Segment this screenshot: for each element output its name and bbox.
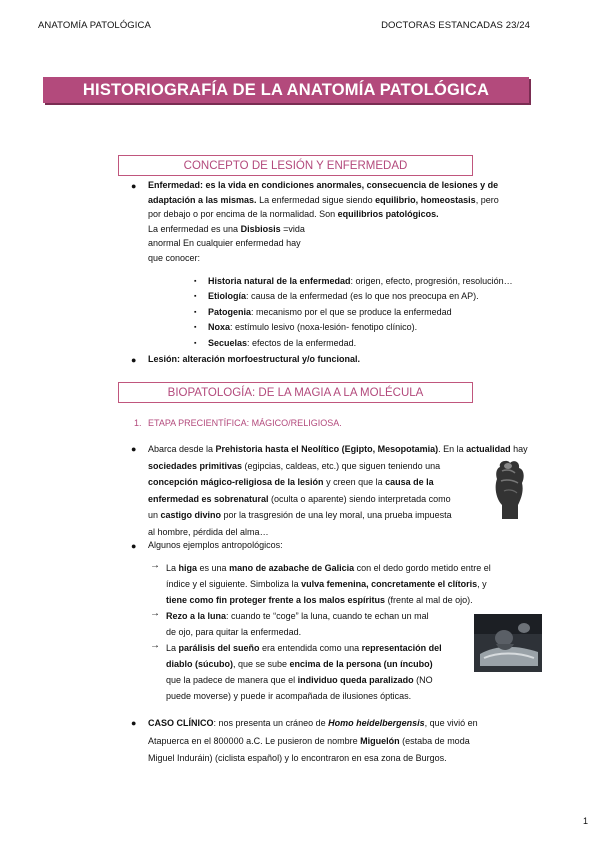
enum-number: 1. (134, 418, 142, 428)
square-bullet: ▪ (194, 278, 197, 285)
ejemplos-intro: Algunos ejemplos antropológicos: (148, 540, 283, 550)
square-bullet: ▪ (194, 293, 197, 300)
square-bullet: ▪ (194, 309, 197, 316)
list-item: Noxa: estímulo lesivo (noxa-lesión- fenotipo clínico). (208, 322, 418, 333)
list-item: Historia natural de la enfermedad: origen, efecto, progresión, resolución… (208, 276, 513, 286)
line: adaptación a las mismas. (148, 194, 257, 205)
subitems-list (208, 274, 548, 351)
line: Disbiosis (240, 223, 281, 234)
line: por debajo o por encima de la normalidad. Son (148, 209, 338, 219)
higa-hand-image (488, 457, 530, 523)
bullet-dot: ● (131, 181, 137, 191)
line: La enfermedad sigue siendo (256, 194, 376, 205)
lesion-paragraph: Lesión: alteración morfoestructural y/o funcional. (148, 354, 361, 364)
section-heading-text: BIOPATOLOGÍA: DE LA MAGIA A LA MOLÉCULA (167, 386, 424, 399)
list-item: Etiología: causa de la enfermedad (es lo que nos preocupa en AP). (208, 291, 479, 302)
section-heading-text: CONCEPTO DE LESIÓN Y ENFERMEDAD (183, 159, 408, 172)
bullet-dot: ● (131, 355, 137, 365)
line: anormal En cualquier enfermedad hay (148, 238, 301, 248)
bullet-dot: ● (131, 541, 137, 551)
square-bullet: ▪ (194, 340, 197, 347)
caso-clinico-paragraph: CASO CLÍNICO: nos presenta un cráneo de Homo heidelbergensis, que vivió en Atapuerca en el 800000 a.C. Le pusieron de nombre Miguelón (estaba de moda Miguel Induráin) (ciclista español) y lo encontraron en esa zona de Burgos. (148, 718, 478, 763)
enum-label: ETAPA PRECIENTÍFICA: MÁGICO/RELIGIOSA. (148, 418, 342, 428)
arrow-bullet: → (150, 608, 160, 619)
arrow-bullet: → (150, 560, 160, 571)
list-item: Patogenia: mecanismo por el que se produce la enfermedad (208, 306, 452, 317)
line: equilibrio, homeostasis (375, 194, 476, 205)
header-left: ANATOMÍA PATOLÓGICA (38, 20, 151, 31)
rezo-paragraph: Rezo a la luna: cuando te “coge” la luna, cuando te echan un mal de ojo, para quitar la enfermedad. (166, 611, 429, 637)
prehistoria-paragraph: Abarca desde la Prehistoria hasta el Neolítico (Egipto, Mesopotamia). En la actualidad hay sociedades primitivas (egipcias, caldeas, etc.) que siguen teniendo una concepción mágico-religiosa de la lesión y creen que la causa de la enfermedad es sobrenatural (oculta o aparente) siendo interpretada como un castigo divino por la trasgresión de una ley moral, una prueba impuesta al hombre, pérdida del alma… (148, 444, 528, 537)
line: que conocer: (148, 252, 201, 263)
sleep-paralysis-image (474, 614, 542, 672)
square-bullet: ▪ (194, 324, 197, 331)
paralisis-paragraph: La parálisis del sueño era entendida como una representación del diablo (súcubo), que se sube encima de la persona (un íncubo) que la padece de manera que el individuo queda paralizado (NO puede moverse) y puede ir acompañada de ilusiones ópticas. (166, 643, 442, 701)
section-heading-biopatologia (118, 382, 473, 403)
line: , pero (475, 194, 499, 205)
arrow-bullet: → (150, 640, 160, 651)
section-heading-concepto (118, 155, 473, 176)
bullet-dot: ● (131, 718, 137, 728)
bullet-dot: ● (131, 444, 137, 454)
list-item: Secuelas: efectos de la enfermedad. (208, 337, 357, 348)
page-title: HISTORIOGRAFÍA DE LA ANATOMÍA PATOLÓGICA (43, 77, 529, 103)
line: =vida (280, 223, 305, 234)
higa-paragraph: La higa es una mano de azabache de Galicia con el dedo gordo metido entre el índice y el siguiente. Simboliza la vulva femenina, concretamente el clítoris, y tiene como fin proteger frente a los malos espíritus (frente al mal de ojo). (166, 563, 491, 605)
page-number: 1 (582, 816, 588, 826)
line: Enfermedad: es la vida en condiciones anormales, consecuencia de lesiones y de (148, 180, 499, 190)
line: La enfermedad es una (148, 223, 241, 234)
enfermedad-paragraph (148, 178, 538, 265)
line: equilibrios patológicos. (337, 209, 439, 219)
header-right: DOCTORAS ESTANCADAS 23/24 (381, 20, 530, 31)
